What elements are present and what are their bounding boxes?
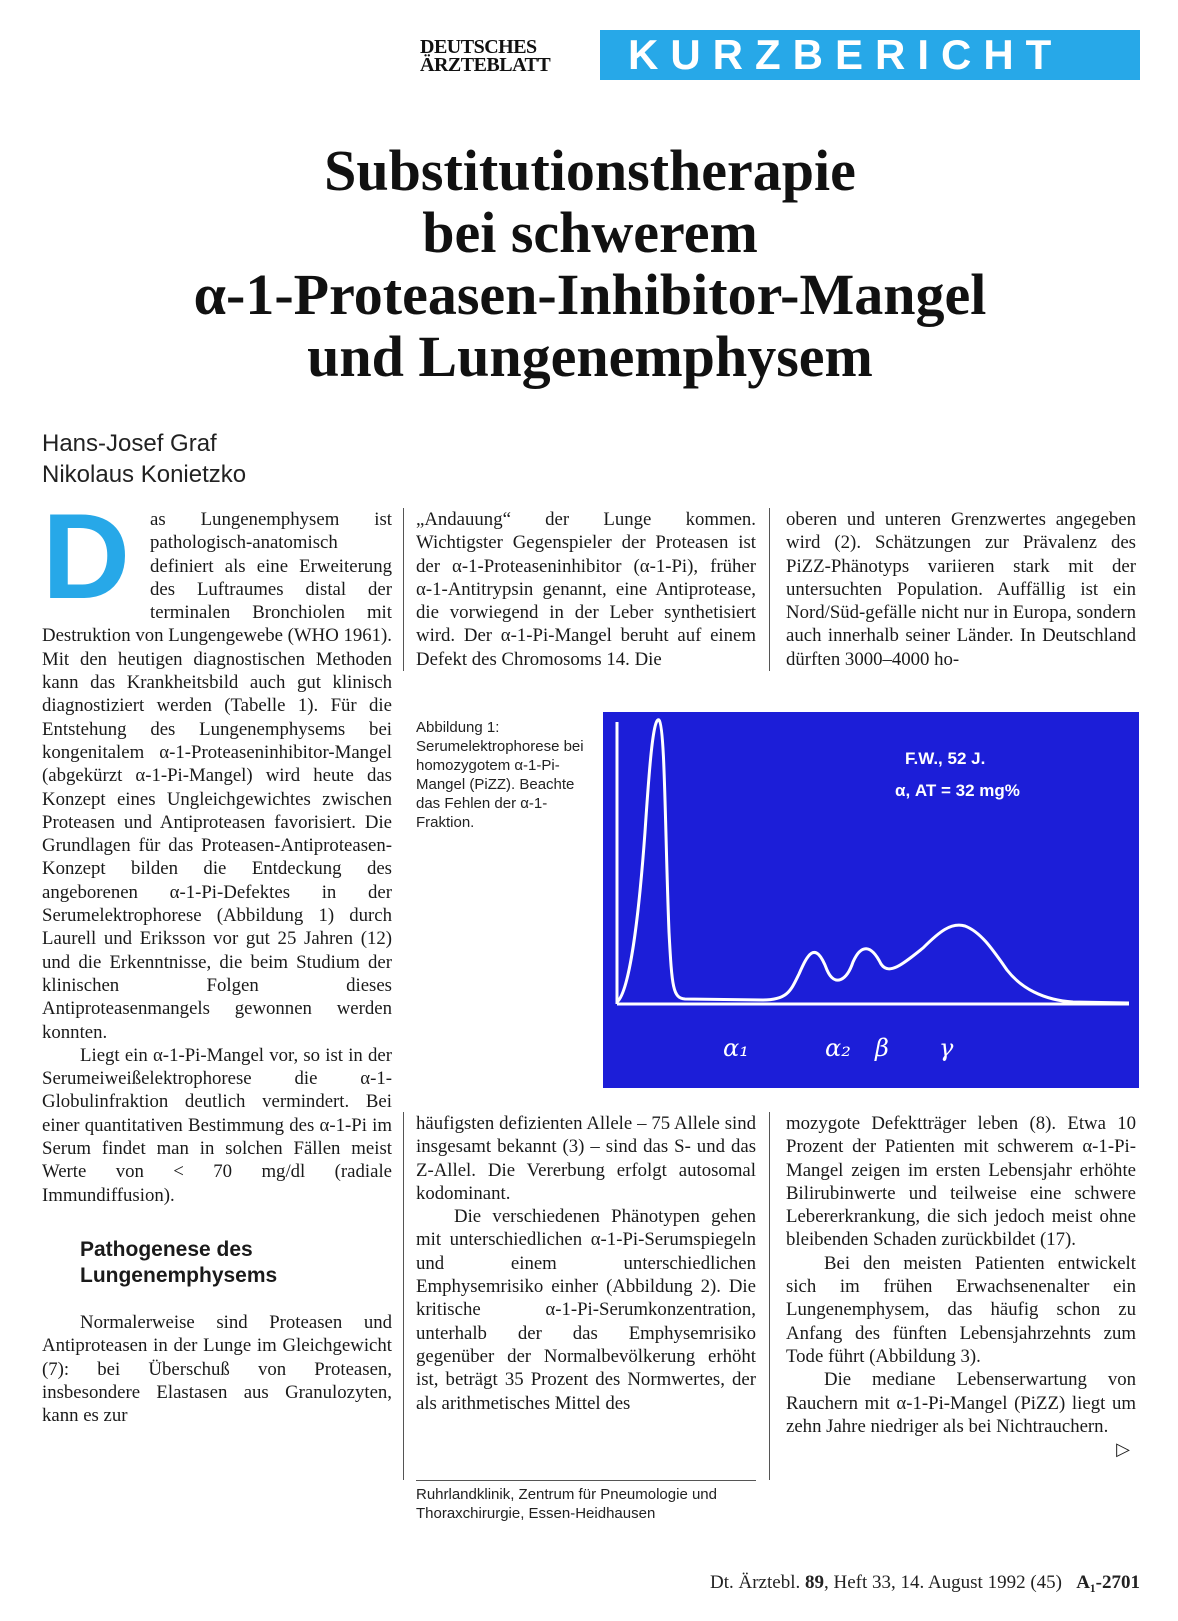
footer-volume: 89 xyxy=(804,1572,824,1593)
title-line-2: bei schwerem xyxy=(422,200,758,265)
body-paragraph: Die verschiedenen Phänotypen gehen mit unterschiedlichen α-1-Pi-Serumspiegeln und einem unterschiedlichen Emphysemrisiko einher (Abbildung 2). Die kritische α-1-Pi-Serumkonzentration, unterhalb der das Emphysemrisiko gegenüber der Normalbevölkerung erhöht ist, beträgt 35 Prozent des Normwertes, der als arithmetisches Mittel des xyxy=(416,1206,756,1414)
fraction-label: γ xyxy=(939,1034,954,1062)
body-paragraph: „Andauung“ der Lunge kommen. Wichtigster Gegenspieler der Proteasen ist der α-1-Proteaseninhibitor (α-1-Pi), früher α-1-Antitrypsin genannt, eine Antiprotease, die vorwiegend in der Leber synthetisiert wird. Der α-1-Pi-Mangel beruht auf einem Defekt des Chromosoms 14. Die xyxy=(416,509,756,670)
body-paragraph xyxy=(786,1368,1136,1461)
text-column-1 xyxy=(42,488,392,1427)
section-heading: Pathogenese des Lungenemphysems xyxy=(80,1237,278,1287)
intro-paragraph xyxy=(42,488,392,1044)
footer-journal: Dt. Ärztebl. xyxy=(710,1572,801,1593)
electrophoresis-trace xyxy=(617,720,1129,1003)
patient-label: F.W., 52 J. xyxy=(905,749,986,768)
title-line-3: α-1-Proteasen-Inhibitor-Mangel xyxy=(193,262,987,327)
page-footer xyxy=(620,1572,1140,1594)
author-affiliation: Ruhrlandklinik, Zentrum für Pneumologie und Thoraxchirurgie, Essen-Heidhausen xyxy=(416,1480,756,1523)
figure-caption: Abbildung 1: Serumelektrophorese bei homozygotem α-1-Pi-Mangel (PiZZ). Beachte das Fehlen der α-1-Fraktion. xyxy=(416,719,584,831)
fraction-label: α₂ xyxy=(825,1034,851,1062)
footer-page-number: A₁-2701 xyxy=(1076,1572,1140,1593)
body-paragraph: Liegt ein α-1-Pi-Mangel vor, so ist in der Serumeiweißelektrophorese die α-1-Globulinfraktion deutlich vermindert. Bei einer quantitativen Bestimmung des α-1-Pi im Serum findet man in solchen Fällen meist Werte von < 70 mg/dl (radiale Immundiffusion). xyxy=(42,1044,392,1206)
text-column-3-top xyxy=(786,508,1136,671)
column-divider xyxy=(403,508,404,671)
value-label: α, AT = 32 mg% xyxy=(895,781,1020,800)
electrophoresis-figure xyxy=(603,712,1139,1088)
article-title xyxy=(40,140,1140,388)
journal-masthead xyxy=(420,38,580,74)
section-banner: KURZBERICHT xyxy=(600,30,1140,80)
author-list xyxy=(42,428,246,490)
title-line-4: und Lungenemphysem xyxy=(307,324,873,389)
continue-arrow-icon: ▷ xyxy=(1116,1439,1130,1461)
masthead-line-1: DEUTSCHES xyxy=(420,36,537,58)
body-paragraph: Bei den meisten Patienten entwickelt sich im frühen Erwachsenenalter ein Lungenemphysem, das häufig schon zu Anfang des fünften Lebensjahrzehnts zum Tode führt (Abbildung 3). xyxy=(786,1252,1136,1367)
masthead-line-2: ÄRZTEBLATT xyxy=(420,54,551,76)
body-paragraph: mozygote Defektträger leben (8). Etwa 10 Prozent der Patienten mit schwerem α-1-Pi-Mangel zeigen im ersten Lebensjahr erhöhte Bilirubinwerte und teilweise eine schwere Lebererkrankung, die sich jedoch meist ohne bleibenden Schaden zurückbildet (17). xyxy=(786,1113,1136,1251)
electrophoresis-plot xyxy=(603,712,1139,1088)
fraction-label: β xyxy=(875,1034,889,1062)
text-column-2-top xyxy=(416,508,756,671)
body-paragraph: Normalerweise sind Proteasen und Antiproteasen in der Lunge im Gleichgewicht (7): bei Überschuß von Proteasen, insbesondere Elastasen aus Granulozyten, kann es zur xyxy=(42,1311,392,1427)
body-paragraph: oberen und unteren Grenzwertes angegeben wird (2). Schätzungen zur Prävalenz des PiZZ-Phänotyps variieren stark mit der untersuchten Population. Auffällig ist ein Nord/Süd-gefälle nicht nur in Europa, sondern auch innerhalb seiner Länder. In Deutschland dürften 3000–4000 ho- xyxy=(786,509,1136,670)
column-divider xyxy=(769,1112,770,1480)
column-divider xyxy=(769,508,770,671)
title-line-1: Substitutionstherapie xyxy=(324,138,856,203)
text-column-2-bottom xyxy=(416,1112,756,1415)
drop-cap: D xyxy=(42,488,131,624)
fraction-label: α₁ xyxy=(723,1034,749,1062)
footer-issue-date: , Heft 33, 14. August 1992 (45) xyxy=(823,1572,1062,1593)
body-paragraph: häufigsten defizienten Allele – 75 Allele sind insgesamt bekannt (3) – sind das S- und das Z-Allel. Die Vererbung erfolgt autosomal kodominant. xyxy=(416,1113,756,1204)
author-name: Nikolaus Konietzko xyxy=(42,461,247,488)
intro-text: as Lungenemphysem ist pathologisch-anatomisch definiert als eine Erweiterung des Luftraumes distal der terminalen Bronchiolen mit Destruktion von Lungengewebe (WHO 1961). Mit den heutigen diagnostischen Methoden kann das Krankheitsbild auch gut klinisch diagnostiziert werden (Tabelle 1). Für die Entstehung des Lungenemphysems bei kongenitalem α-1-Proteaseninhibitor-Mangel (abgekürzt α-1-Pi-Mangel) wird heute das Konzept eines Ungleichgewichtes zwischen Proteasen und Antiproteasen favorisiert. Die Grundlagen für das Proteasen-Antiproteasen-Konzept bilden die Entdeckung des angeborenen α-1-Pi-Defektes in der Serumelektrophorese (Abbildung 1) durch Laurell und Eriksson vor gut 25 Jahren (12) und die Erkenntnisse, die beim Studium der klinischen Folgen dieses Antiproteasenmangels gewonnen werden konnten. xyxy=(42,509,392,1043)
column-divider xyxy=(403,1112,404,1480)
text-column-3-bottom xyxy=(786,1112,1136,1461)
closing-text: Die mediane Lebenserwartung von Rauchern mit α-1-Pi-Mangel (PiZZ) liegt um zehn Jahre niedriger als bei Nichtrauchern. xyxy=(786,1369,1136,1437)
author-name: Hans-Josef Graf xyxy=(42,430,217,457)
